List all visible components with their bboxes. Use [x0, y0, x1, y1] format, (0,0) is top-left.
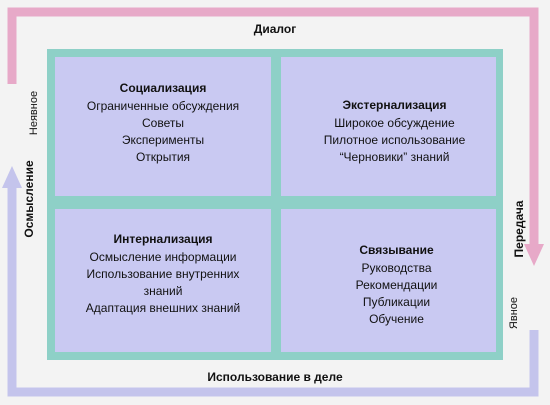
quadrant-item: “Черновики” знаний	[339, 149, 450, 164]
quadrant-item: знаний	[143, 284, 183, 298]
quadrant-externalization	[281, 57, 496, 196]
top-flow-arrowhead	[524, 244, 544, 266]
quadrant-item: Советы	[142, 116, 184, 130]
quadrant-item: Ограниченные обсуждения	[86, 99, 240, 113]
quadrant-item: Адаптация внешних знаний	[85, 301, 241, 315]
quadrant-title: Интернализация	[113, 232, 213, 246]
quadrant-socialization	[55, 57, 271, 196]
quadrant-item: Пилотное использование	[323, 132, 466, 147]
bottom-flow-arrowhead	[2, 166, 22, 188]
quadrant-title: Экстернализация	[342, 97, 447, 112]
quadrant-item: Широкое обсуждение	[334, 115, 455, 130]
quadrant-item: Публикации	[362, 295, 431, 309]
quadrant-item: Осмысление информации	[89, 250, 237, 264]
left-small-label: Неявное	[28, 90, 40, 136]
quadrant-combination	[281, 209, 496, 352]
quadrant-title: Связывание	[359, 243, 434, 257]
quadrant-item: Использование внутренних	[86, 267, 240, 281]
quadrant-item: Обучение	[369, 312, 424, 326]
bottom-label: Использование в деле	[207, 370, 343, 384]
quadrant-item: Рекомендации	[355, 278, 438, 292]
quadrant-item: Руководства	[361, 261, 432, 275]
quadrant-title: Социализация	[119, 81, 207, 95]
quadrant-internalization	[55, 209, 271, 352]
right-small-label: Явное	[508, 296, 520, 330]
right-label: Передача	[512, 200, 526, 258]
top-label: Диалог	[253, 22, 297, 36]
quadrant-item: Открытия	[135, 150, 191, 164]
quadrant-item: Эксперименты	[121, 133, 205, 147]
left-label: Осмысление	[22, 160, 36, 238]
